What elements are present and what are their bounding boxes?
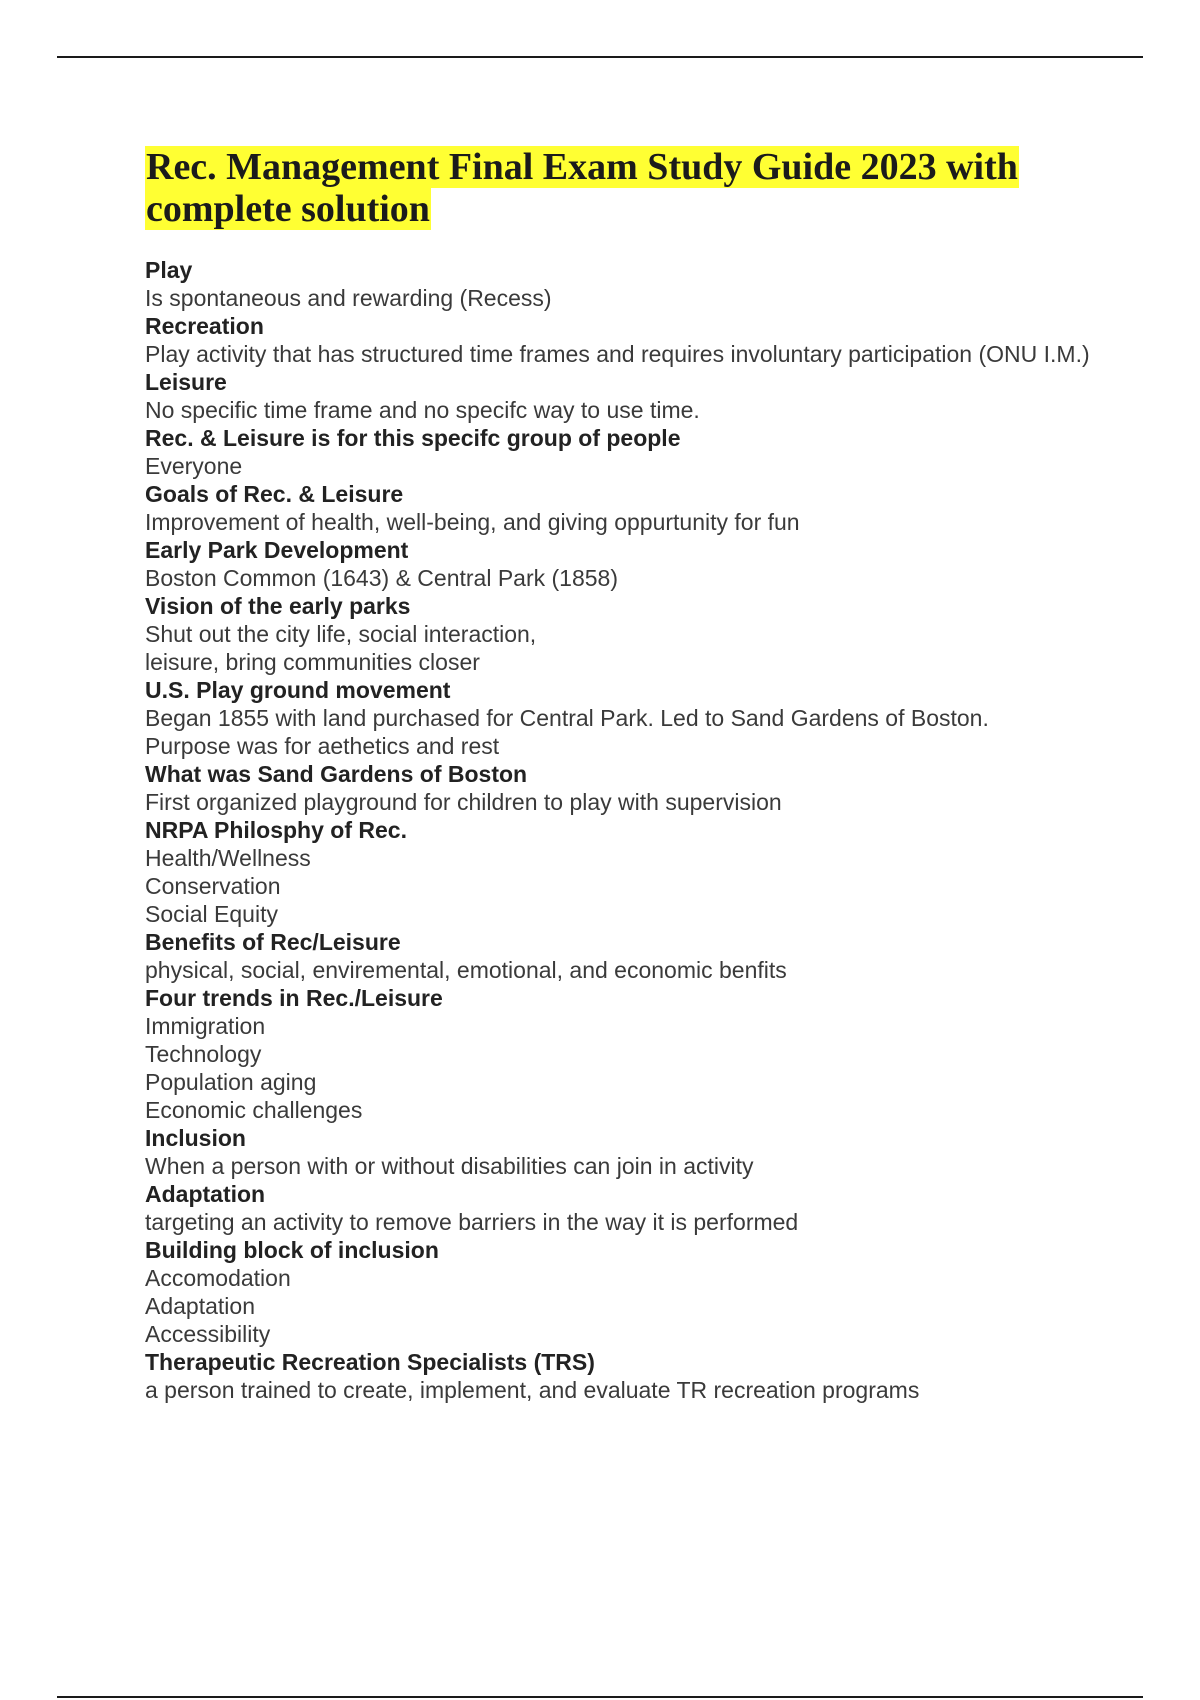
definition: [145, 704, 1100, 760]
definition: [145, 452, 1100, 480]
qa-item: [145, 1180, 1100, 1236]
qa-item: [145, 816, 1100, 928]
definition: [145, 1012, 1100, 1124]
definition-line: physical, social, enviremental, emotional, and economic benfits: [145, 957, 787, 983]
qa-item: [145, 592, 1100, 676]
term-label: Inclusion: [145, 1125, 246, 1151]
term-label: Leisure: [145, 369, 227, 395]
top-rule: [57, 56, 1143, 58]
definition-line: leisure, bring communities closer: [145, 649, 480, 675]
term-label: Rec. & Leisure is for this specifc group of people: [145, 425, 681, 451]
term-label: Recreation: [145, 313, 264, 339]
term-label: Benefits of Rec/Leisure: [145, 929, 401, 955]
definition: [145, 956, 1100, 984]
title-highlight: Rec. Management Final Exam Study Guide 2023 with complete solution: [146, 146, 1018, 230]
definition: [145, 564, 1100, 592]
definition: [145, 396, 1100, 424]
term-label: U.S. Play ground movement: [145, 677, 451, 703]
qa-list: [145, 256, 1100, 1404]
definition-line: Adaptation: [145, 1293, 255, 1319]
term-label: Play: [145, 257, 193, 283]
definition: [145, 1152, 1100, 1180]
definition: [145, 1264, 1100, 1348]
qa-item: [145, 1348, 1100, 1404]
term-label: Building block of inclusion: [145, 1237, 439, 1263]
term-label: Adaptation: [145, 1181, 266, 1207]
definition: [145, 508, 1100, 536]
definition-line: Population aging: [145, 1069, 317, 1095]
qa-item: [145, 676, 1100, 760]
definition: [145, 620, 1100, 676]
definition-line: Technology: [145, 1041, 262, 1067]
definition: [145, 788, 1100, 816]
definition-line: First organized playground for children to play with supervision: [145, 789, 782, 815]
definition-line: Began 1855 with land purchased for Central Park. Led to Sand Gardens of Boston.: [145, 705, 989, 731]
qa-item: [145, 424, 1100, 480]
qa-item: [145, 368, 1100, 424]
qa-item: [145, 928, 1100, 984]
definition-line: Health/Wellness: [145, 845, 311, 871]
qa-item: [145, 760, 1100, 816]
definition-line: Everyone: [145, 453, 243, 479]
term-label: Goals of Rec. & Leisure: [145, 481, 404, 507]
definition-line: a person trained to create, implement, and evaluate TR recreation programs: [145, 1377, 920, 1403]
definition: [145, 340, 1100, 368]
definition: [145, 1208, 1100, 1236]
definition: [145, 284, 1100, 312]
definition-line: Improvement of health, well-being, and giving oppurtunity for fun: [145, 509, 800, 535]
definition-line: targeting an activity to remove barriers in the way it is performed: [145, 1209, 799, 1235]
qa-item: [145, 536, 1100, 592]
definition-line: Boston Common (1643) & Central Park (1858): [145, 565, 618, 591]
definition-line: Accomodation: [145, 1265, 291, 1291]
qa-item: [145, 312, 1100, 368]
qa-item: [145, 480, 1100, 536]
bottom-rule: [57, 1696, 1143, 1698]
term-label: Vision of the early parks: [145, 593, 411, 619]
definition-line: When a person with or without disabilities can join in activity: [145, 1153, 754, 1179]
qa-item: [145, 1236, 1100, 1348]
definition-line: No specific time frame and no specifc way to use time.: [145, 397, 700, 423]
definition-line: Immigration: [145, 1013, 266, 1039]
definition-line: Shut out the city life, social interaction,: [145, 621, 537, 647]
definition-line: Economic challenges: [145, 1097, 363, 1123]
definition: [145, 844, 1100, 928]
definition-line: Social Equity: [145, 901, 278, 927]
term-label: Four trends in Rec./Leisure: [145, 985, 443, 1011]
definition-line: Is spontaneous and rewarding (Recess): [145, 285, 552, 311]
qa-item: [145, 1124, 1100, 1180]
definition-line: Conservation: [145, 873, 281, 899]
term-label: Therapeutic Recreation Specialists (TRS): [145, 1349, 595, 1375]
study-guide-body: [145, 146, 1100, 1404]
qa-item: [145, 984, 1100, 1124]
term-label: Early Park Development: [145, 537, 409, 563]
definition: [145, 1376, 1100, 1404]
definition-line: Accessibility: [145, 1321, 271, 1347]
term-label: NRPA Philosphy of Rec.: [145, 817, 407, 843]
term-label: What was Sand Gardens of Boston: [145, 761, 528, 787]
definition-line: Play activity that has structured time frames and requires involuntary participation (ONU I.M.): [145, 341, 1090, 367]
qa-item: [145, 256, 1100, 312]
document-title: [145, 146, 1100, 230]
definition-line: Purpose was for aethetics and rest: [145, 733, 500, 759]
